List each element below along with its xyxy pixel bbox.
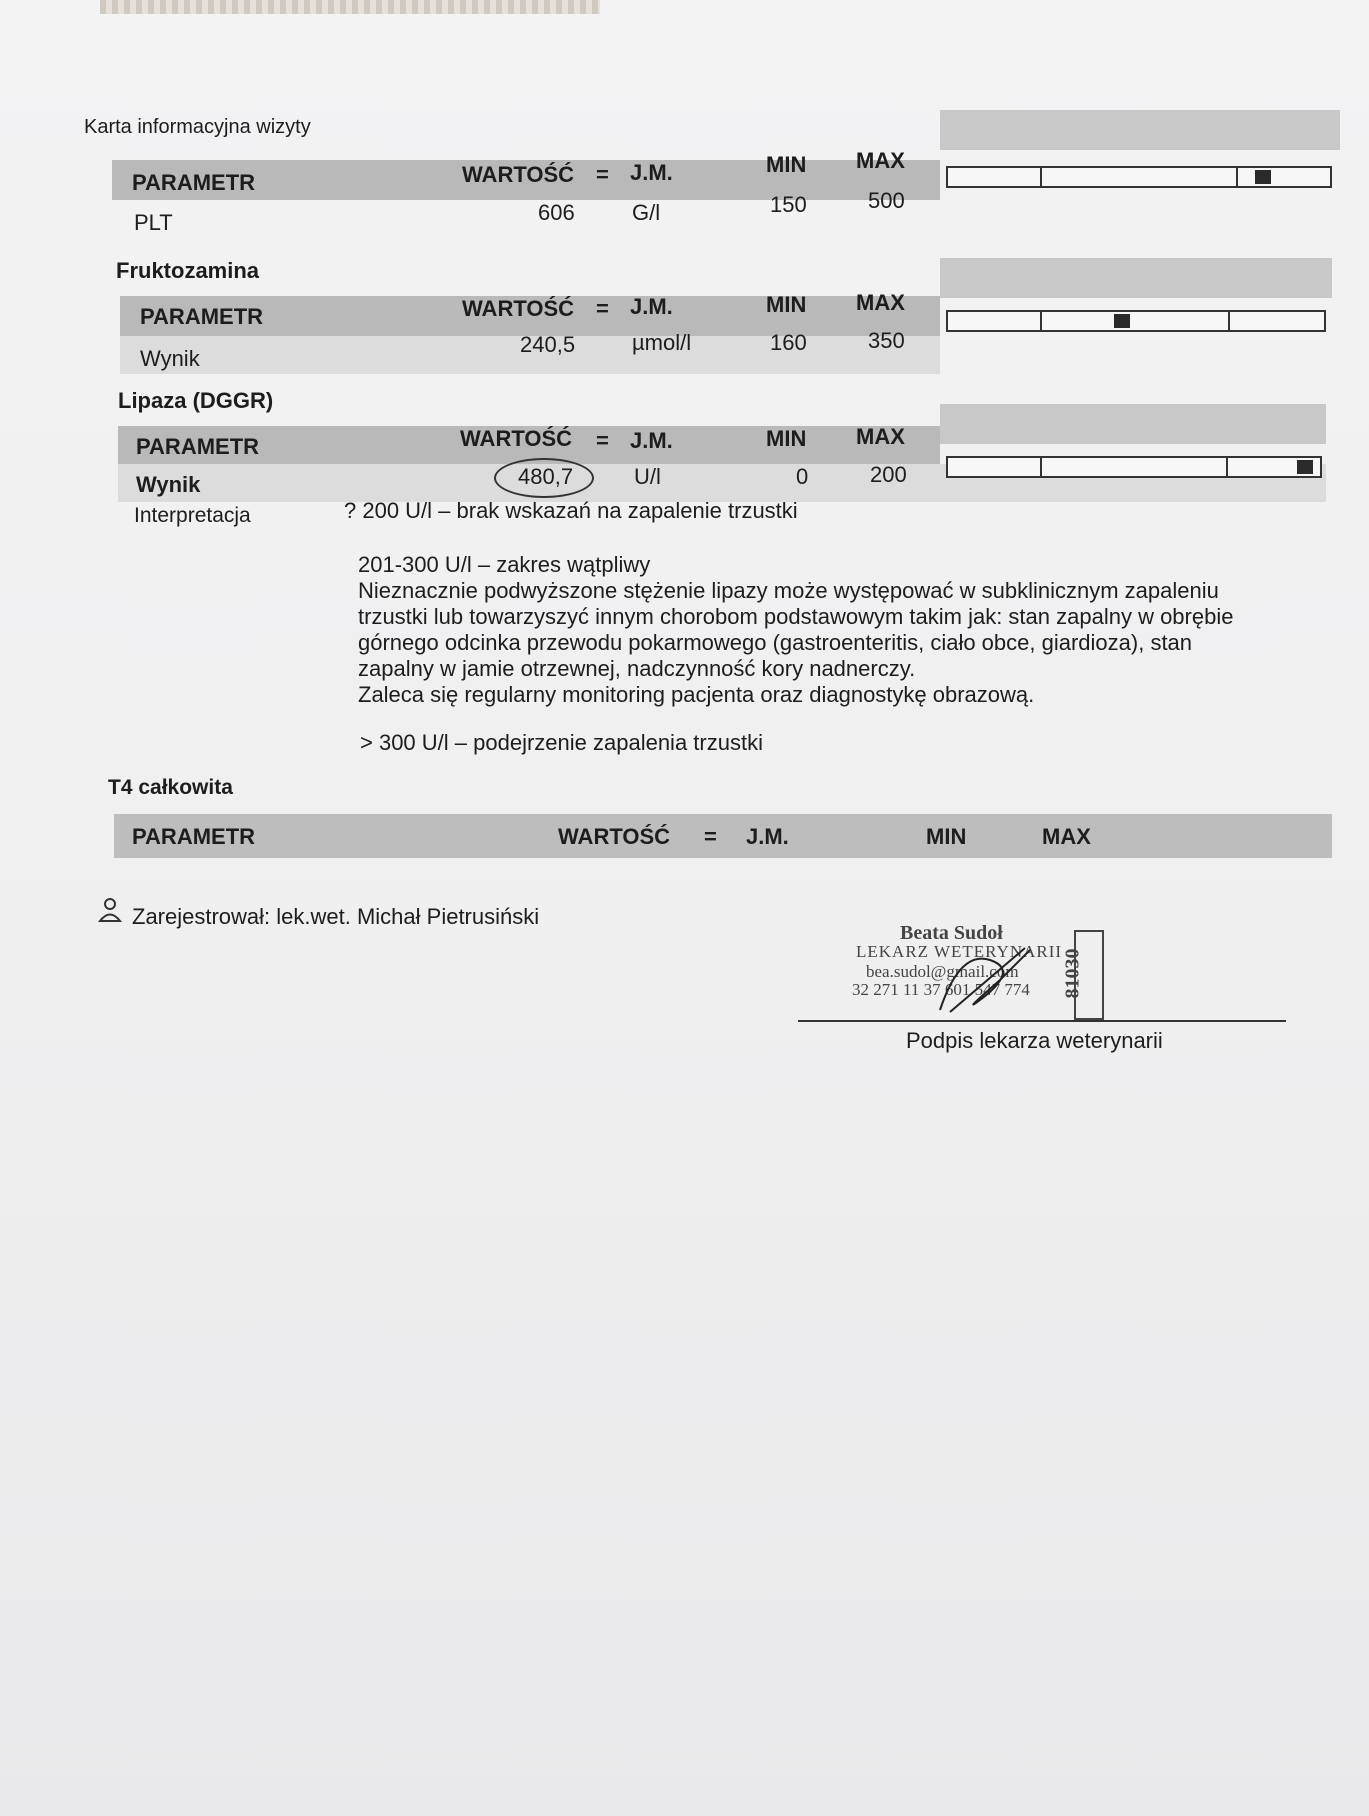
stamp-number: 81030 xyxy=(1061,948,1084,999)
lip-range-bar xyxy=(946,456,1322,478)
plt-header-bar-right xyxy=(940,110,1340,150)
interp-line-5: zapalny w jamie otrzewnej, nadczynność kory nadnerczy. xyxy=(358,656,916,681)
interp-line-1: 201-300 U/l – zakres wątpliwy xyxy=(358,552,651,577)
t4-header-wartosc: WARTOŚĆ xyxy=(558,824,671,849)
lip-header-max: MAX xyxy=(856,424,905,449)
lip-header-bar-right xyxy=(940,404,1326,444)
plt-range-bar xyxy=(946,166,1332,188)
lip-row-max: 200 xyxy=(870,462,907,487)
stamp-email: bea.sudol@gmail.com xyxy=(866,962,1019,981)
interp-line-6: Zaleca się regularny monitoring pacjenta oraz diagnostykę obrazową. xyxy=(358,682,1035,707)
stamp-phones: 32 271 11 37 601 547 774 xyxy=(852,980,1030,999)
plt-header-wartosc: WARTOŚĆ xyxy=(462,162,575,187)
plt-name: PLT xyxy=(134,210,173,235)
section-lipaza: Lipaza (DGGR) xyxy=(118,388,274,413)
interp-line-3: trzustki lub towarzyszyć innym chorobom podstawowym takim jak: stan zapalny w obrębie xyxy=(358,604,1234,629)
t4-header-min: MIN xyxy=(926,824,967,849)
lip-row-value: 480,7 xyxy=(518,464,574,489)
signature-scribble xyxy=(930,940,1040,1020)
signature-line xyxy=(798,1020,1286,1022)
fruk-range-bar xyxy=(946,310,1326,332)
lip-header-jm: J.M. xyxy=(630,428,673,453)
interp-line-0: ? 200 U/l – brak wskazań na zapalenie trzustki xyxy=(344,498,798,523)
signature-label: Podpis lekarza weterynarii xyxy=(906,1028,1163,1053)
lip-row-name: Wynik xyxy=(136,472,201,497)
fruk-header-parametr: PARAMETR xyxy=(140,304,264,329)
user-icon xyxy=(96,896,124,924)
lip-range-marker xyxy=(1297,460,1313,474)
fruk-row-max: 350 xyxy=(868,328,905,353)
fruk-header-min: MIN xyxy=(766,292,807,317)
fruk-header-bar-right xyxy=(940,258,1332,298)
fruk-header-wartosc: WARTOŚĆ xyxy=(462,296,575,321)
lip-header-min: MIN xyxy=(766,426,807,451)
plt-unit: G/l xyxy=(632,200,661,225)
fruk-header-eq: = xyxy=(596,296,609,321)
t4-header-bar xyxy=(114,814,1332,858)
document-title: Karta informacyjna wizyty xyxy=(84,116,311,138)
fruk-row-unit: µmol/l xyxy=(632,330,692,355)
fruk-row-name: Wynik xyxy=(140,346,200,371)
t4-header-parametr: PARAMETR xyxy=(132,824,256,849)
lip-row-min: 0 xyxy=(796,464,809,489)
interp-line-4: górnego odcinka przewodu pokarmowego (gastroenteritis, ciało obce, giardioza), stan xyxy=(358,630,1193,655)
doctor-stamp xyxy=(850,920,1110,1020)
plt-header-min: MIN xyxy=(766,152,807,177)
section-t4: T4 całkowita xyxy=(108,776,233,799)
plt-header-eq: = xyxy=(596,162,609,187)
plt-value: 606 xyxy=(538,200,575,225)
plt-min: 150 xyxy=(770,192,807,217)
t4-header-jm: J.M. xyxy=(746,824,789,849)
lip-row-unit: U/l xyxy=(634,464,661,489)
lip-header-eq: = xyxy=(596,428,609,453)
fruk-row-value: 240,5 xyxy=(520,332,576,357)
fruk-row-min: 160 xyxy=(770,330,807,355)
fruk-header-jm: J.M. xyxy=(630,294,673,319)
t4-header-eq: = xyxy=(704,824,717,849)
fruk-range-marker xyxy=(1114,314,1130,328)
stamp-number-box xyxy=(1061,930,1104,1020)
stamp-title: LEKARZ WETERYNARII xyxy=(856,942,1063,961)
t4-header-max: MAX xyxy=(1042,824,1091,849)
fruk-header-max: MAX xyxy=(856,290,905,315)
section-fruktozamina: Fruktozamina xyxy=(116,258,260,283)
plt-range-marker xyxy=(1255,170,1271,184)
plt-header-max: MAX xyxy=(856,148,905,173)
interpretacja-label: Interpretacja xyxy=(134,504,251,527)
plt-header-parametr: PARAMETR xyxy=(132,170,256,195)
interp-line-7: > 300 U/l – podejrzenie zapalenia trzustki xyxy=(360,730,763,755)
interp-line-2: Nieznacznie podwyższone stężenie lipazy może występować w subklinicznym zapaleniu xyxy=(358,578,1219,603)
stamp-name: Beata Sudoł xyxy=(900,922,1003,944)
lip-header-parametr: PARAMETR xyxy=(136,434,260,459)
lip-header-wartosc: WARTOŚĆ xyxy=(460,426,573,451)
plt-max: 500 xyxy=(868,188,905,213)
top-edge xyxy=(100,0,600,14)
registered-by: Zarejestrował: lek.wet. Michał Pietrusiński xyxy=(132,904,540,929)
plt-header-jm: J.M. xyxy=(630,160,673,185)
